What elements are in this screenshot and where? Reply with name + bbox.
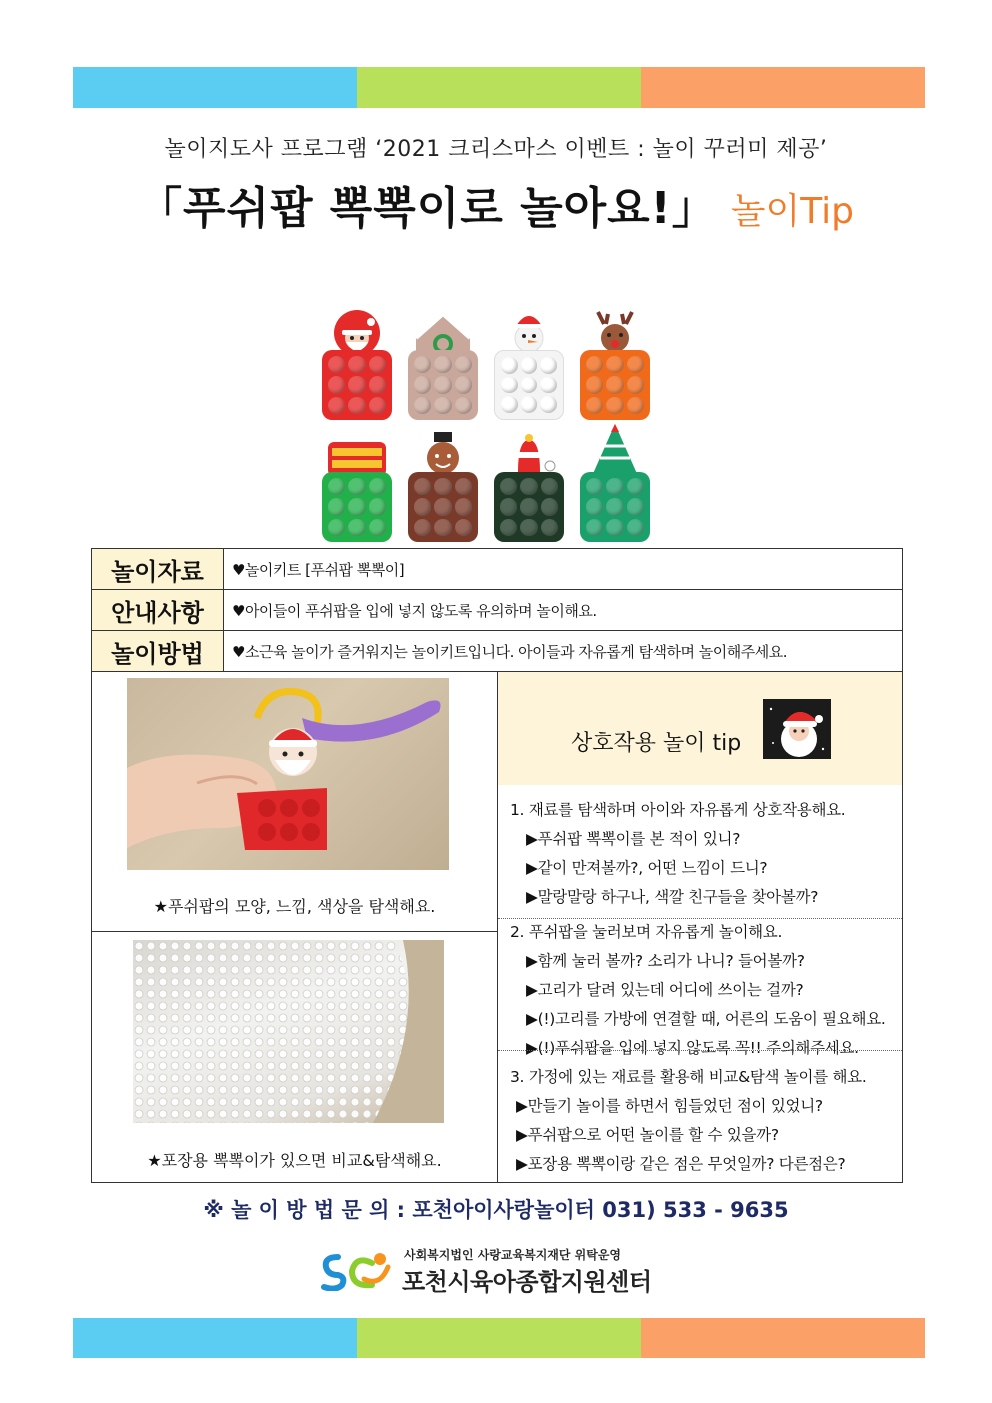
grid-divider-horizontal (92, 931, 497, 932)
tip-item: ▶포장용 뽁뽁이랑 같은 점은 무엇일까? 다른점은? (516, 1155, 846, 1173)
tip-item: ▶(!)고리를 가방에 연결할 때, 어른의 도움이 필요해요. (526, 1010, 886, 1028)
stripe-green (357, 1318, 641, 1358)
method-value: ♥소근육 놀이가 즐거워지는 놀이키트입니다. 아이들과 자유롭게 탐색하며 놀이해주세요. (224, 631, 903, 672)
merry-christmas-popit-icon (322, 432, 392, 542)
photo2-caption: ★포장용 뽁뽁이가 있으면 비교&탐색해요. (147, 1151, 442, 1170)
gingerbread-man-popit-icon (408, 432, 478, 542)
tip-section-2-title: 2. 푸쉬팝을 눌러보며 자유롭게 놀이해요. (510, 923, 783, 941)
photo-hand-holding-santa-popit (127, 678, 449, 870)
tip-item: ▶만들기 놀이를 하면서 힘들었던 점이 있었니? (516, 1097, 823, 1115)
tip-header (498, 672, 902, 785)
bottom-color-stripe (73, 1318, 925, 1358)
tip-section-3-title: 3. 가정에 있는 재료를 활용해 비교&탐색 놀이를 해요. (510, 1068, 867, 1086)
materials-row (92, 549, 903, 590)
method-row (92, 631, 903, 672)
top-color-stripe (73, 67, 925, 108)
title-row (0, 172, 992, 236)
materials-label: 놀이자료 (92, 549, 224, 590)
method-label: 놀이방법 (92, 631, 224, 672)
tip-section-1-title: 1. 재료를 탐색하며 아이와 자유롭게 상호작용해요. (510, 801, 846, 819)
photo-bubble-wrap (133, 940, 444, 1123)
product-gallery (318, 300, 658, 545)
reindeer-popit-icon (580, 310, 650, 420)
program-subtitle: 놀이지도사 프로그램 ‘2021 크리스마스 이벤트 : 놀이 꾸러미 제공’ (164, 137, 828, 162)
org-operator: 사회복지법인 사랑교육복지재단 위탁운영 (404, 1248, 622, 1262)
play-tip-label: 놀이Tip (730, 191, 855, 232)
materials-value: ♥놀이키트 [푸쉬팝 뽁뽁이] (224, 549, 903, 590)
organization-logo (320, 1245, 680, 1295)
notice-value: ♥아이들이 푸쉬팝을 입에 넣지 않도록 유의하며 놀이해요. (224, 590, 903, 631)
snowman-popit-icon (494, 310, 564, 420)
photo1-caption: ★푸쉬팝의 모양, 느낌, 색상을 탐색해요. (153, 897, 436, 916)
stripe-orange (641, 1318, 925, 1358)
info-table (91, 548, 903, 672)
tip-item: ▶(!)푸쉬팝을 입에 넣지 않도록 꼭!! 주의해주세요. (526, 1039, 859, 1057)
tip-item: ▶푸쉬팝으로 어떤 놀이를 할 수 있을까? (516, 1126, 779, 1144)
activity-grid (91, 671, 903, 1183)
stripe-green (357, 67, 641, 108)
stripe-blue (73, 1318, 357, 1358)
page-title: 「푸쉬팝 뽁뽁이로 놀아요!」 (137, 183, 717, 234)
gingerbread-house-popit-icon (408, 310, 478, 420)
santa-icon (763, 699, 831, 759)
santa-popit-icon (322, 310, 392, 420)
org-name: 포천시육아종합지원센터 (402, 1268, 652, 1296)
bell-popit-icon (494, 432, 564, 542)
logo-mark-icon (320, 1249, 392, 1291)
tip-item: ▶말랑말랑 하구나, 색깔 친구들을 찾아볼까? (526, 888, 819, 906)
tip-item: ▶고리가 달려 있는데 어디에 쓰이는 걸까? (526, 981, 804, 999)
tip-section-2 (498, 918, 902, 1063)
tip-section-3 (498, 1063, 902, 1179)
tip-item: ▶같이 만져볼까?, 어떤 느낌이 드니? (526, 859, 768, 877)
notice-row (92, 590, 903, 631)
tip-section-1 (498, 796, 902, 912)
tip-item: ▶함께 눌러 볼까? 소리가 나니? 들어볼까? (526, 952, 805, 970)
tip-heading: 상호작용 놀이 tip (571, 731, 742, 756)
stripe-orange (641, 67, 925, 108)
stripe-blue (73, 67, 357, 108)
tip-divider (498, 1050, 902, 1051)
tip-item: ▶푸쉬팝 뽁뽁이를 본 적이 있니? (526, 830, 741, 848)
contact-info: ※ 놀 이 방 법 문 의 : 포천아이사랑놀이터 031) 533 - 9635 (203, 1198, 789, 1222)
notice-label: 안내사항 (92, 590, 224, 631)
christmas-tree-popit-icon (580, 422, 650, 532)
